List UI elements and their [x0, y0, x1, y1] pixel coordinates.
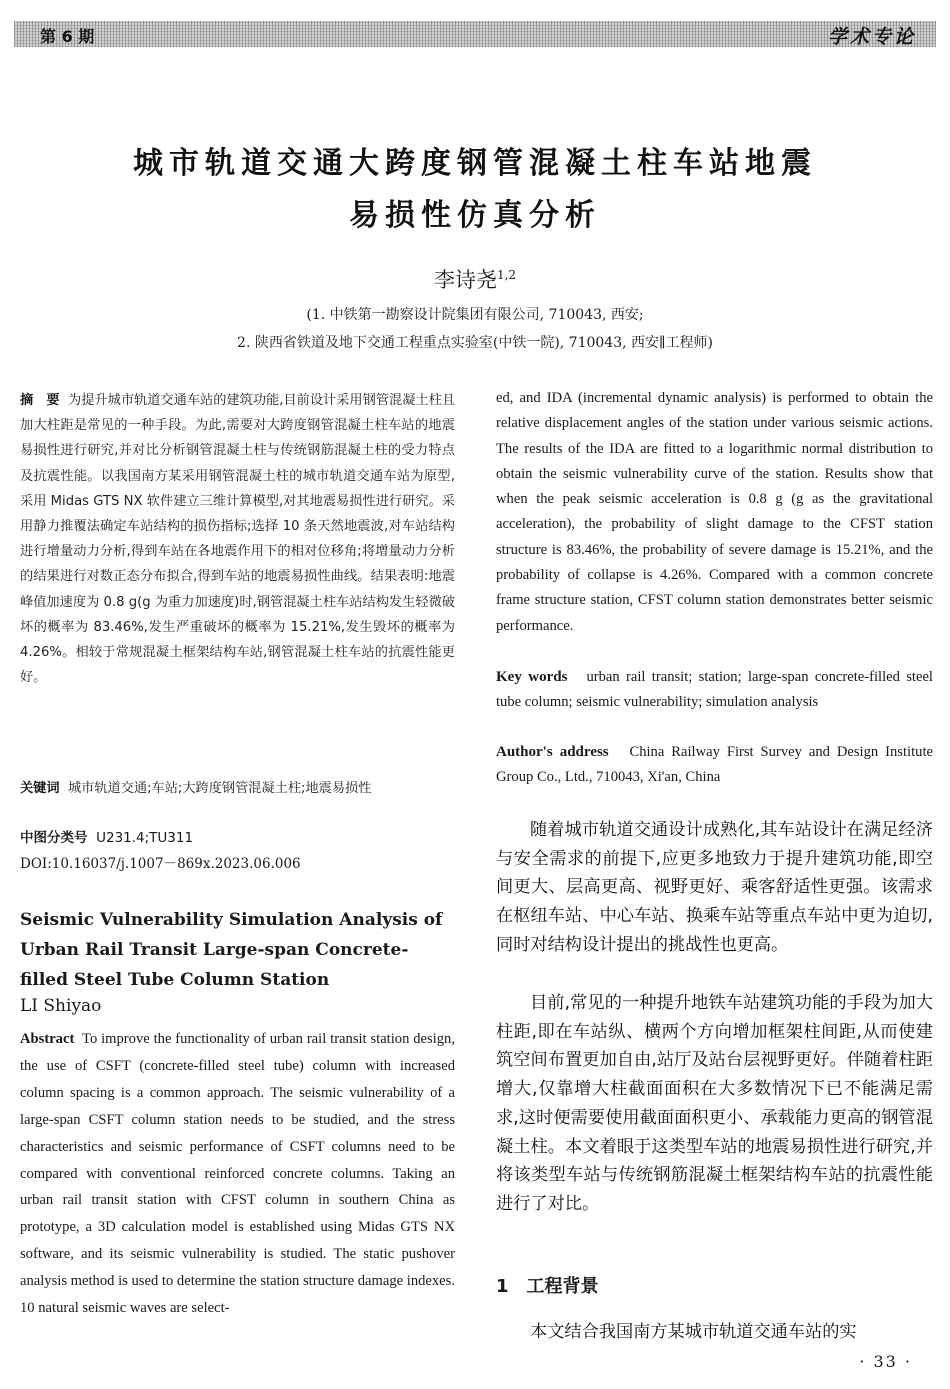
keywords-zh	[20, 776, 455, 801]
author-affiliation-marks: 1,2	[496, 268, 517, 282]
body-paragraph-1: 随着城市轨道交通设计成熟化,其车站设计在满足经济与安全需求的前提下,应更多地致力于提升建筑功能,即空间更大、层高更高、视野更好、乘客舒适性更强。该需求在枢纽车站、中心车站、换乘车站等重点车站中更为迫切,同时对结构设计提出的挑战性也更高。	[496, 820, 933, 955]
abstract-zh	[20, 388, 455, 690]
address-en	[496, 740, 933, 791]
keywords-en-text: urban rail transit; station; large-span concrete-filled steel tube column; seismic vulnerability; simulation analysis	[496, 669, 933, 711]
keywords-en	[496, 665, 933, 716]
classification	[20, 826, 455, 851]
abstract-en-text-left: To improve the functionality of urban rail transit station design, the use of CSFT (concrete-filled steel tube) column with increased column spacing is a common approach. The seismic vulnerability of a large-span CSFT column station needs to be studied, and the stress characteristics and seismic performance of CSFT columns need to be compared with conventional reinforced concrete columns. Taking an urban rail transit station with CFST column in southern China as prototype, a 3D calculation model is established using Midas GTS NX software, and its seismic vulnerability is studied. The static pushover analysis method is used to determine the station structure damage indexes. 10 natural seismic waves are select-	[20, 1031, 456, 1317]
keywords-zh-text: 城市轨道交通;车站;大跨度钢管混凝土柱;地震易损性	[67, 781, 372, 796]
header-band	[14, 21, 936, 47]
page-number: · 33 ·	[859, 1352, 912, 1371]
title-line-2: 易损性仿真分析	[349, 198, 601, 233]
keywords-en-label: Key words	[496, 669, 568, 685]
author	[0, 264, 950, 294]
body-paragraph-3: 本文结合我国南方某城市轨道交通车站的实	[530, 1322, 857, 1342]
address-en-label: Author's address	[496, 744, 609, 760]
abstract-en	[20, 1026, 455, 1322]
author-name: 李诗尧	[433, 268, 497, 292]
abstract-zh-text: 为提升城市轨道交通车站的建筑功能,目前设计采用钢管混凝土柱且加大柱距是常见的一种手段。为此,需要对大跨度钢管混凝土柱车站的地震易损性进行研究,并对比分析钢管混凝土柱与传统钢筋混凝土柱的受力特点及抗震性能。以我国南方某采用钢管混凝土柱的城市轨道交通车站为原型,采用 Midas GTS NX 软件建立三维计算模型,对其地震易损性进行研究。采用静力推覆法确定车站结构的损伤指标;选择 10 条天然地震波,对车站结构进行增量动力分析,得到车站在各地震作用下的相对位移角;将增量动力分析的结果进行对数正态分布拟合,得到车站的地震易损性曲线。结果表明:地震峰值加速度为 0.8 g(g 为重力加速度)时,钢管混凝土柱车站结构发生轻微破坏的概率为 83.46%,发生严重破坏的概率为 15.21%,发生毁坏的概率为 4.26%。相较于常规混凝土框架结构车站,钢管混凝土柱车站的抗震性能更好。	[20, 393, 456, 686]
section-number: 1	[496, 1276, 509, 1297]
classification-label: 中图分类号	[20, 830, 88, 846]
address-en-text: China Railway First Survey and Design Institute Group Co., Ltd., 710043, Xi'an, China	[496, 744, 933, 786]
body-paragraph-2: 目前,常见的一种提升地铁车站建筑功能的手段为加大柱距,即在车站纵、横两个方向增加框架柱间距,从而使建筑空间布置更加自由,站厅及站台层视野更好。伴随着柱距增大,仅靠增大柱截面面积在大多数情况下已不能满足需求,这时便需要使用截面面积更小、承载能力更高的钢管混凝土柱。本文着眼于这类型车站的地震易损性进行研究,并将该类型车站与传统钢筋混凝土框架结构车站的抗震性能进行了对比。	[496, 993, 933, 1214]
abstract-zh-label: 摘 要	[20, 393, 60, 408]
column-name: 学术专论	[827, 26, 916, 48]
keywords-zh-label: 关键词	[20, 781, 60, 796]
title-en: Seismic Vulnerability Simulation Analysis of Urban Rail Transit Large-span Concrete-filled Steel Tube Column Station	[20, 910, 443, 990]
section-heading-1	[496, 1272, 933, 1298]
author-en: LI Shiyao	[20, 996, 102, 1016]
issue-number: 第 6 期	[40, 27, 95, 46]
title-line-1: 城市轨道交通大跨度钢管混凝土柱车站地震	[133, 146, 817, 181]
affiliation-1: (1. 中铁第一勘察设计院集团有限公司, 710043, 西安;	[306, 307, 644, 323]
doi: DOI:10.16037/j.1007－869x.2023.06.006	[20, 856, 301, 872]
abstract-en-label: Abstract	[20, 1031, 75, 1047]
abstract-en-continued: ed, and IDA (incremental dynamic analysis) is performed to obtain the relative displacement angles of the station under various seismic actions. The results of the IDA are fitted to a logarithmic normal distribution to obtain the seismic vulnerability curve of the station. Results show that when the peak seismic acceleration is 0.8 g (g as the gravitational acceleration), the probability of slight damage to the CFST station structure is 83.46%, the probability of severe damage is 15.21%, and the probability of collapse is 4.26%. Compared with a common concrete frame structure station, CFST column station demonstrates better seismic performance.	[496, 390, 933, 634]
section-title: 工程背景	[526, 1276, 599, 1297]
classification-text: U231.4;TU311	[96, 830, 194, 846]
affiliation-2: 2. 陕西省铁道及地下交通工程重点实验室(中铁一院), 710043, 西安∥工程师)	[237, 335, 713, 351]
